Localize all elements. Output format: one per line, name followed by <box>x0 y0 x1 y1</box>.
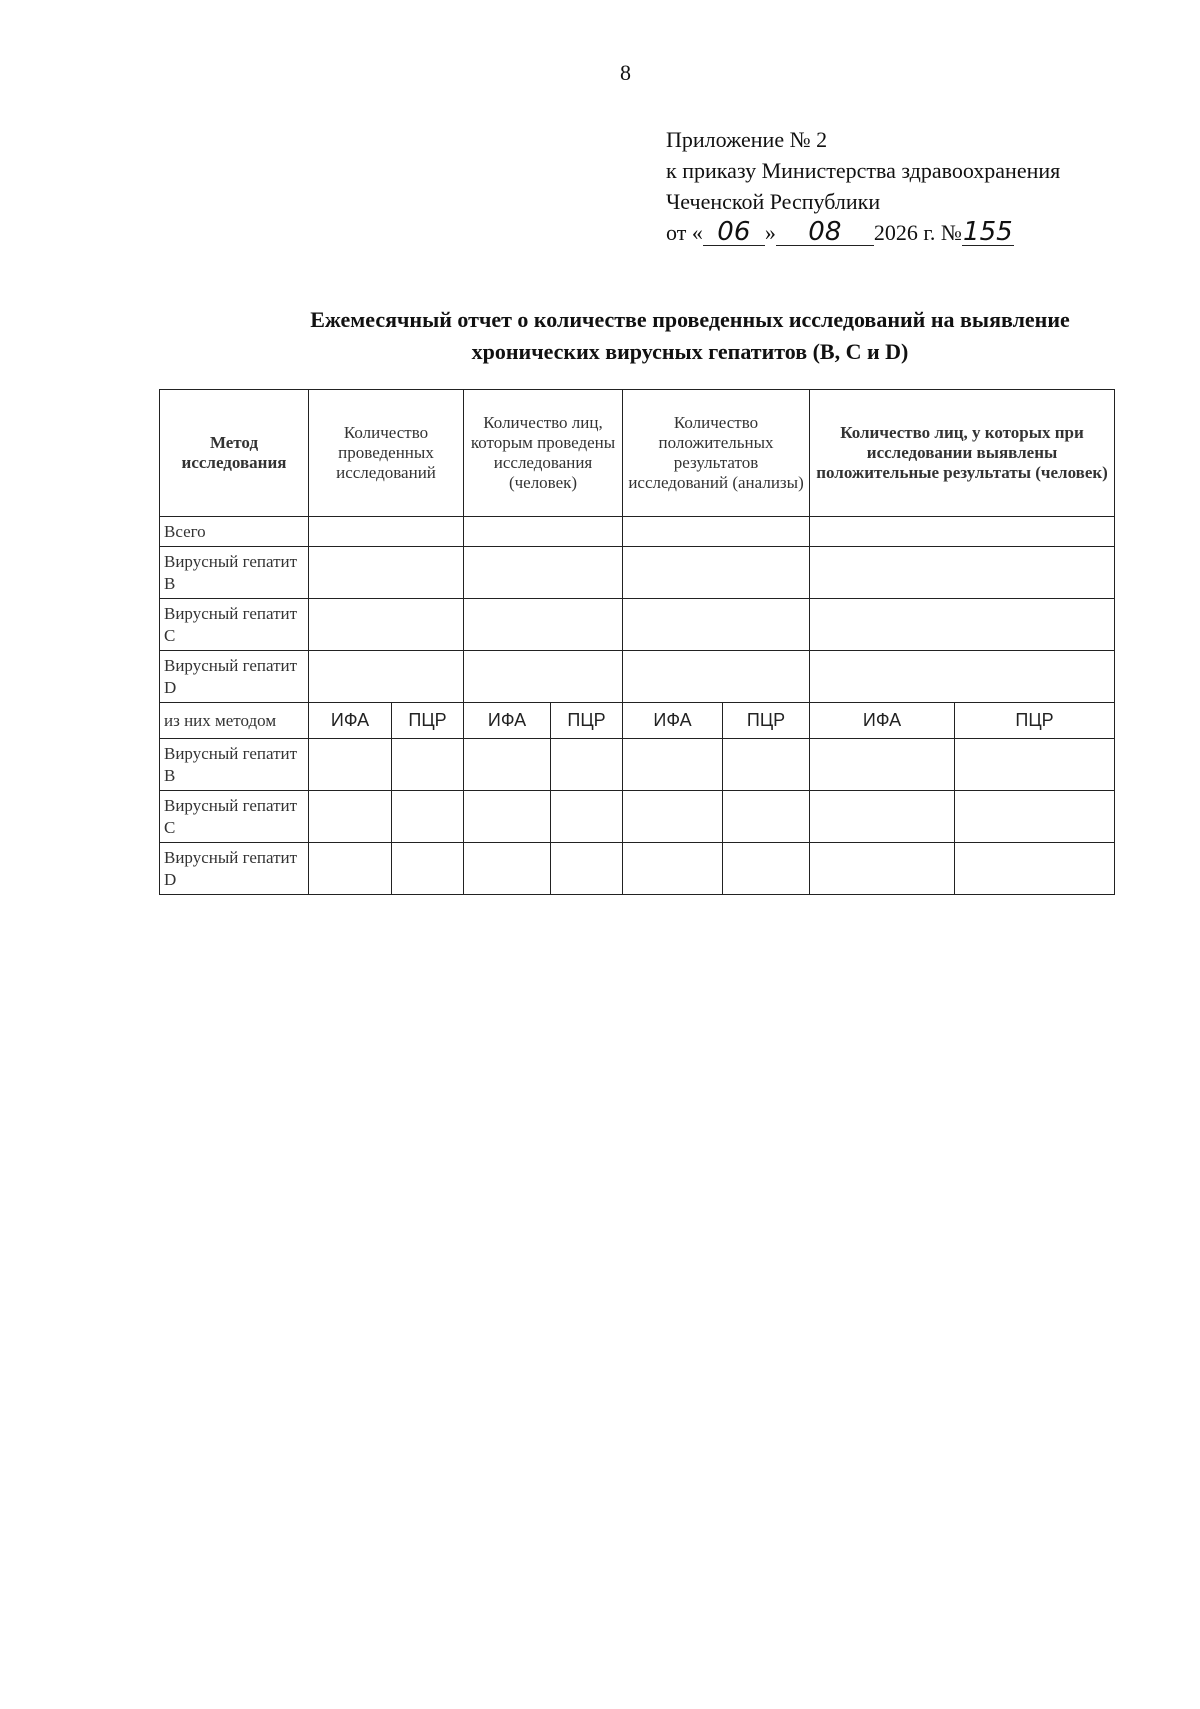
row-label: Вирусный гепатит B <box>160 739 309 791</box>
header-col-4: Количество лиц, у которых при исследовании выявлены положительные результаты (человек) <box>810 390 1115 517</box>
table-cell <box>623 517 810 547</box>
row-label: Всего <box>160 517 309 547</box>
table-cell <box>551 843 623 895</box>
page-number: 8 <box>620 60 631 85</box>
table-cell <box>309 843 392 895</box>
method-cell: ПЦР <box>955 703 1115 739</box>
report-table <box>159 389 1115 895</box>
report-title-line-1: Ежемесячный отчет о количестве проведенных исследований на выявление <box>310 307 1070 332</box>
method-cell: ПЦР <box>551 703 623 739</box>
table-cell <box>392 791 464 843</box>
appendix-line-3: Чеченской Республики <box>666 189 881 214</box>
table-cell <box>810 791 955 843</box>
table-row <box>160 651 1115 703</box>
table-cell <box>723 791 810 843</box>
table-cell <box>464 791 551 843</box>
row-label: из них методом <box>160 703 309 739</box>
table-cell <box>723 843 810 895</box>
method-row <box>160 703 1115 739</box>
appendix-date-line <box>666 217 1060 248</box>
report-title-line-2: хронических вирусных гепатитов (B, C и D) <box>471 339 909 364</box>
table-row <box>160 599 1115 651</box>
date-month-handwritten: 08 <box>776 219 874 246</box>
date-year: 2026 г. № <box>873 220 962 245</box>
table-cell <box>623 791 723 843</box>
table-cell <box>955 843 1115 895</box>
table-row <box>160 843 1115 895</box>
table-cell <box>464 651 623 703</box>
method-cell: ИФА <box>623 703 723 739</box>
table-row <box>160 547 1115 599</box>
table-cell <box>623 739 723 791</box>
date-day-close: » <box>764 220 776 245</box>
header-method: Метод исследования <box>160 390 309 517</box>
table-cell <box>810 517 1115 547</box>
table-row <box>160 791 1115 843</box>
table-cell <box>309 517 464 547</box>
table-cell <box>309 599 464 651</box>
table-cell <box>309 651 464 703</box>
method-cell: ПЦР <box>723 703 810 739</box>
date-prefix: от « <box>666 220 703 245</box>
order-number-handwritten: 155 <box>963 217 1013 247</box>
method-cell: ИФА <box>464 703 551 739</box>
date-day-handwritten: 06 <box>703 219 765 246</box>
table-cell <box>623 843 723 895</box>
appendix-block <box>666 124 1060 248</box>
report-title <box>200 304 1180 368</box>
row-label: Вирусный гепатит D <box>160 651 309 703</box>
table-cell <box>955 791 1115 843</box>
method-cell: ИФА <box>810 703 955 739</box>
table-row <box>160 517 1115 547</box>
table-cell <box>464 599 623 651</box>
table-cell <box>623 651 810 703</box>
table-cell <box>392 739 464 791</box>
table-header-row <box>160 390 1115 517</box>
table-cell <box>551 739 623 791</box>
table-cell <box>810 651 1115 703</box>
table-cell <box>551 791 623 843</box>
table-row <box>160 739 1115 791</box>
table-cell <box>309 791 392 843</box>
row-label: Вирусный гепатит C <box>160 791 309 843</box>
table-cell <box>309 739 392 791</box>
method-cell: ИФА <box>309 703 392 739</box>
appendix-line-2: к приказу Министерства здравоохранения <box>666 158 1061 183</box>
appendix-line-1: Приложение № 2 <box>666 127 828 152</box>
header-col-1: Количество проведенных исследований <box>309 390 464 517</box>
table-cell <box>309 547 464 599</box>
table-cell <box>623 547 810 599</box>
table-cell <box>810 843 955 895</box>
header-col-3: Количество положительных результатов исследований (анализы) <box>623 390 810 517</box>
table-cell <box>810 547 1115 599</box>
method-cell: ПЦР <box>392 703 464 739</box>
row-label: Вирусный гепатит B <box>160 547 309 599</box>
table-cell <box>810 599 1115 651</box>
table-cell <box>464 517 623 547</box>
row-label: Вирусный гепатит C <box>160 599 309 651</box>
table-cell <box>464 843 551 895</box>
row-label: Вирусный гепатит D <box>160 843 309 895</box>
header-col-2: Количество лиц, которым проведены исследования (человек) <box>464 390 623 517</box>
table-cell <box>464 547 623 599</box>
table-cell <box>810 739 955 791</box>
table-cell <box>392 843 464 895</box>
table-cell <box>723 739 810 791</box>
table-cell <box>464 739 551 791</box>
table-cell <box>955 739 1115 791</box>
table-cell <box>623 599 810 651</box>
